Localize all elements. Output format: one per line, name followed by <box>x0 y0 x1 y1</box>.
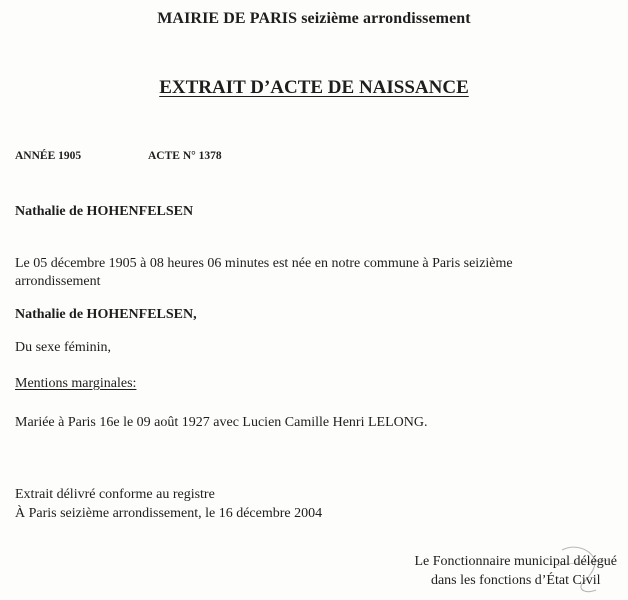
delivery-place-date: À Paris seizième arrondissement, le 16 décembre 2004 <box>15 506 323 521</box>
signatory-function: dans les fonctions d’État Civil <box>430 573 601 588</box>
marginal-mentions-heading: Mentions marginales: <box>15 376 137 391</box>
document-title: EXTRAIT D’ACTE DE NAISSANCE <box>159 77 469 98</box>
marriage-mention: Mariée à Paris 16e le 09 août 1927 avec Lucien Camille Henri LELONG. <box>15 415 428 430</box>
delivery-statement: Extrait délivré conforme au registre <box>15 487 215 502</box>
birth-statement: Le 05 décembre 1905 à 08 heures 06 minutes est née en notre commune à Paris seizième arrondissement <box>15 256 513 289</box>
registry-year: ANNÉE 1905 <box>15 150 82 162</box>
document-title-wrapper <box>0 77 628 99</box>
act-number: ACTE N° 1378 <box>148 150 222 162</box>
signatory-title: Le Fonctionnaire municipal délégué <box>414 554 617 569</box>
issuing-authority-header: MAIRIE DE PARIS seizième arrondissement <box>157 10 471 27</box>
subject-name-heading: Nathalie de HOHENFELSEN <box>15 204 194 219</box>
sex-statement: Du sexe féminin, <box>15 340 112 355</box>
signatory-block <box>414 552 617 590</box>
subject-name: Nathalie de HOHENFELSEN, <box>15 307 197 322</box>
